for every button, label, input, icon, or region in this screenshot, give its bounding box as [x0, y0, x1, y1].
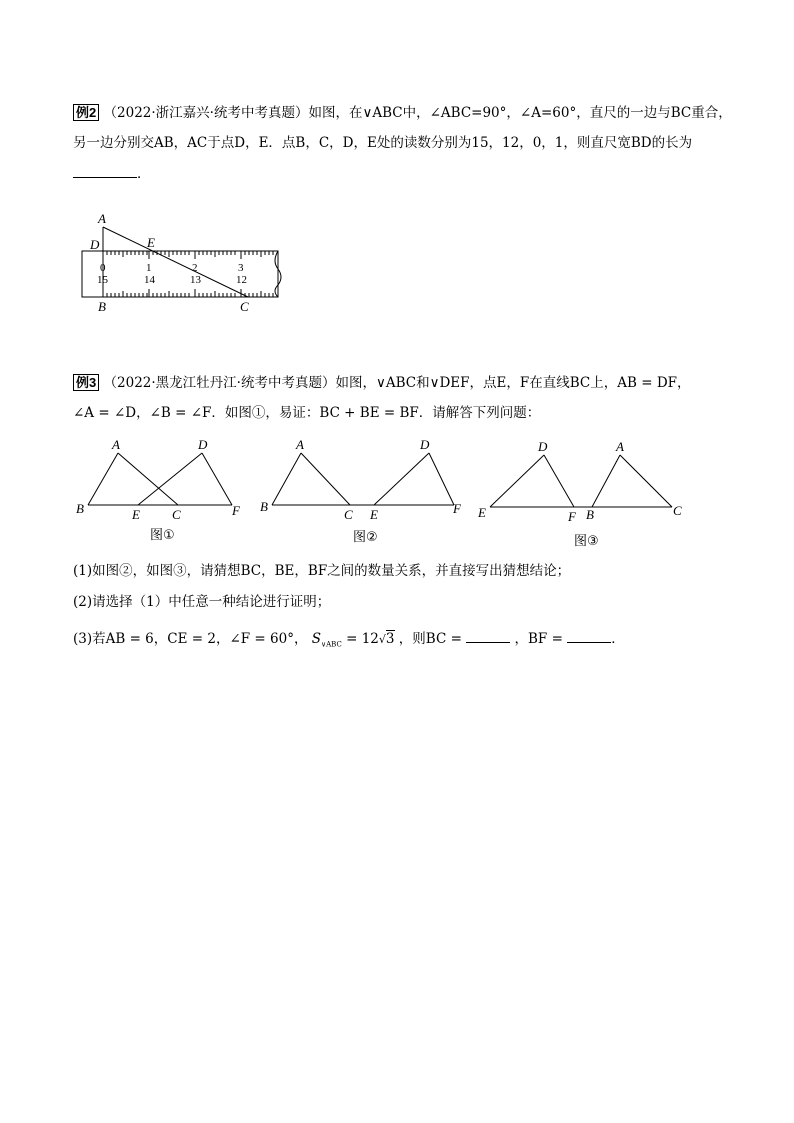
label-D: D — [90, 237, 100, 252]
example3-line2: ∠A = ∠D，∠B = ∠F．如图①，易证：BC + BE = BF．请解答下列问题： — [73, 405, 541, 421]
example2-line3: ． — [73, 163, 151, 183]
fig1-caption: 图① — [150, 528, 175, 543]
fig2-caption: 图② — [353, 530, 378, 545]
tick-label-0: 0 — [100, 262, 106, 274]
bf-answer-blank[interactable] — [567, 628, 611, 643]
fig1-label-D: D — [198, 437, 208, 452]
segment-AC — [103, 227, 248, 297]
tick-label-1: 1 — [146, 262, 152, 274]
example3-figure-3 — [474, 435, 689, 553]
example2-figure — [70, 205, 300, 325]
fig1-label-F: F — [232, 503, 240, 518]
answer-blank[interactable] — [73, 163, 137, 178]
example3-figure-2 — [256, 435, 471, 550]
fig2-label-D: D — [420, 437, 430, 452]
fig3-label-C: C — [673, 503, 682, 518]
fig2-label-F: F — [453, 501, 461, 516]
example2-tag: 例2 — [73, 104, 99, 121]
tick-label-15: 15 — [97, 274, 108, 286]
ruler-bottom-ticks — [103, 289, 273, 297]
label-B: B — [98, 299, 106, 314]
label-A: A — [98, 211, 106, 226]
ruler — [82, 251, 278, 297]
label-E: E — [147, 235, 155, 250]
tick-label-2: 2 — [192, 262, 198, 274]
example3-tag: 例3 — [73, 374, 99, 391]
fig1-label-A: A — [112, 437, 120, 452]
fig3-label-D: D — [538, 439, 548, 454]
tick-label-3: 3 — [238, 262, 244, 274]
fig2-label-B: B — [260, 499, 268, 514]
tick-label-14: 14 — [144, 274, 155, 286]
fig1-label-E: E — [132, 507, 140, 522]
example2-line1 — [73, 104, 732, 122]
question-3: (3)若AB = 6，CE = 2，∠F = 60°， $S_{\vee ABC} = 12√3$ ，则BC = ，BF = ． — [73, 628, 625, 654]
fig3-label-B: B — [586, 507, 594, 522]
fig3-caption: 图③ — [574, 534, 599, 549]
fig3-label-A: A — [616, 439, 624, 454]
fig3-label-E: E — [478, 505, 486, 520]
fig2-label-E: E — [370, 507, 378, 522]
fig3-label-F: F — [568, 509, 576, 524]
ruler-top-ticks — [103, 251, 273, 259]
fig1-label-C: C — [172, 507, 181, 522]
example2-text-1: （2022·浙江嘉兴·统考中考真题）如图，在∨ABC中，∠ABC=90°，∠A=60°，直尺的一边与BC重合， — [103, 105, 732, 121]
example2-line2: 另一边分别交AB，AC于点D，E．点B，C，D，E处的读数分别为15，12，0，1，则直尺宽BD的长为 — [73, 135, 693, 151]
example3-text-1: （2022·黑龙江牡丹江·统考中考真题）如图，∨ABC和∨DEF，点E，F在直线BC上，AB = DF， — [103, 375, 691, 391]
tick-label-12: 12 — [236, 274, 247, 286]
bc-answer-blank[interactable] — [466, 628, 510, 643]
question-2: (2)请选择（1）中任意一种结论进行证明； — [73, 594, 331, 610]
question-1: (1)如图②，如图③，请猜想BC，BE，BF之间的数量关系，并直接写出猜想结论； — [73, 563, 571, 579]
fig2-label-C: C — [344, 507, 353, 522]
fig1-label-B: B — [76, 501, 84, 516]
tick-label-13: 13 — [190, 274, 201, 286]
example3-line1 — [73, 374, 691, 392]
fig2-label-A: A — [296, 437, 304, 452]
example3-figure-1 — [72, 435, 252, 550]
label-C: C — [240, 299, 249, 314]
